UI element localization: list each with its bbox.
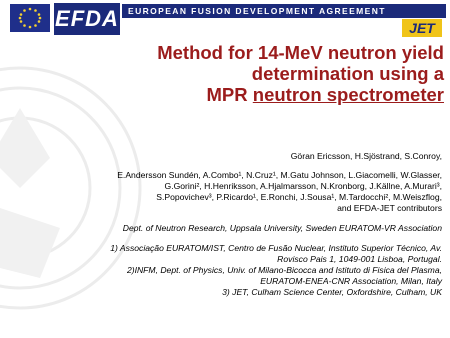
title-mpr: MPR xyxy=(206,84,248,105)
co-authors-line-3: S.Popovichev³, P.Ricardo¹, E.Ronchi, J.Sousa¹, M.Tardocchi², M.Weiszflog, xyxy=(156,192,442,202)
co-authors xyxy=(22,170,442,214)
header-banner xyxy=(0,0,450,38)
title-line-2: determination using a xyxy=(251,63,444,84)
affiliation-1-line-2: Rovisco Pais 1, 1049-001 Lisboa, Portugal. xyxy=(277,254,442,264)
affiliation-3-line-1: 3) JET, Culham Science Center, Oxfordshire, Culham, UK xyxy=(222,287,442,297)
title-line-3 xyxy=(90,84,444,105)
affiliation-2-line-1: 2)INFM, Dept. of Physics, Univ. of Milano-Bicocca and Istituto di Fisica del Plasma, xyxy=(126,265,442,275)
department xyxy=(22,223,442,234)
main-authors-line: Göran Ericsson, H.Sjöstrand, S.Conroy, xyxy=(290,151,442,161)
department-line: Dept. of Neutron Research, Uppsala University, Sweden EURATOM-VR Association xyxy=(122,223,442,233)
title-line-1: Method for 14-MeV neutron yield xyxy=(157,42,444,63)
eu-flag-icon xyxy=(10,4,50,32)
co-authors-line-4: and EFDA-JET contributors xyxy=(337,203,442,213)
co-authors-line-2: G.Gorini², H.Henriksson, A.Hjalmarsson, N.Kronborg, J.Källne, A.Murari³, xyxy=(164,181,442,191)
affiliation-1-line-1: 1) Associação EURATOM/IST, Centro de Fusão Nuclear, Instituto Superior Técnico, Av. xyxy=(110,243,442,253)
jet-logo: JET xyxy=(402,19,442,37)
efda-logo: EFDA xyxy=(54,3,120,35)
title-spectrometer: neutron spectrometer xyxy=(252,84,444,105)
slide-title xyxy=(90,42,444,105)
co-authors-line-1: E.Andersson Sundén, A.Combo¹, N.Cruz¹, M.Gatu Johnson, L.Giacomelli, W.Glasser, xyxy=(117,170,442,180)
affiliation-2-line-2: EURATOM-ENEA-CNR Association, Milan, Italy xyxy=(260,276,442,286)
affiliations xyxy=(22,243,442,298)
main-authors xyxy=(22,151,442,162)
org-name-bar: EUROPEAN FUSION DEVELOPMENT AGREEMENT xyxy=(122,4,446,18)
